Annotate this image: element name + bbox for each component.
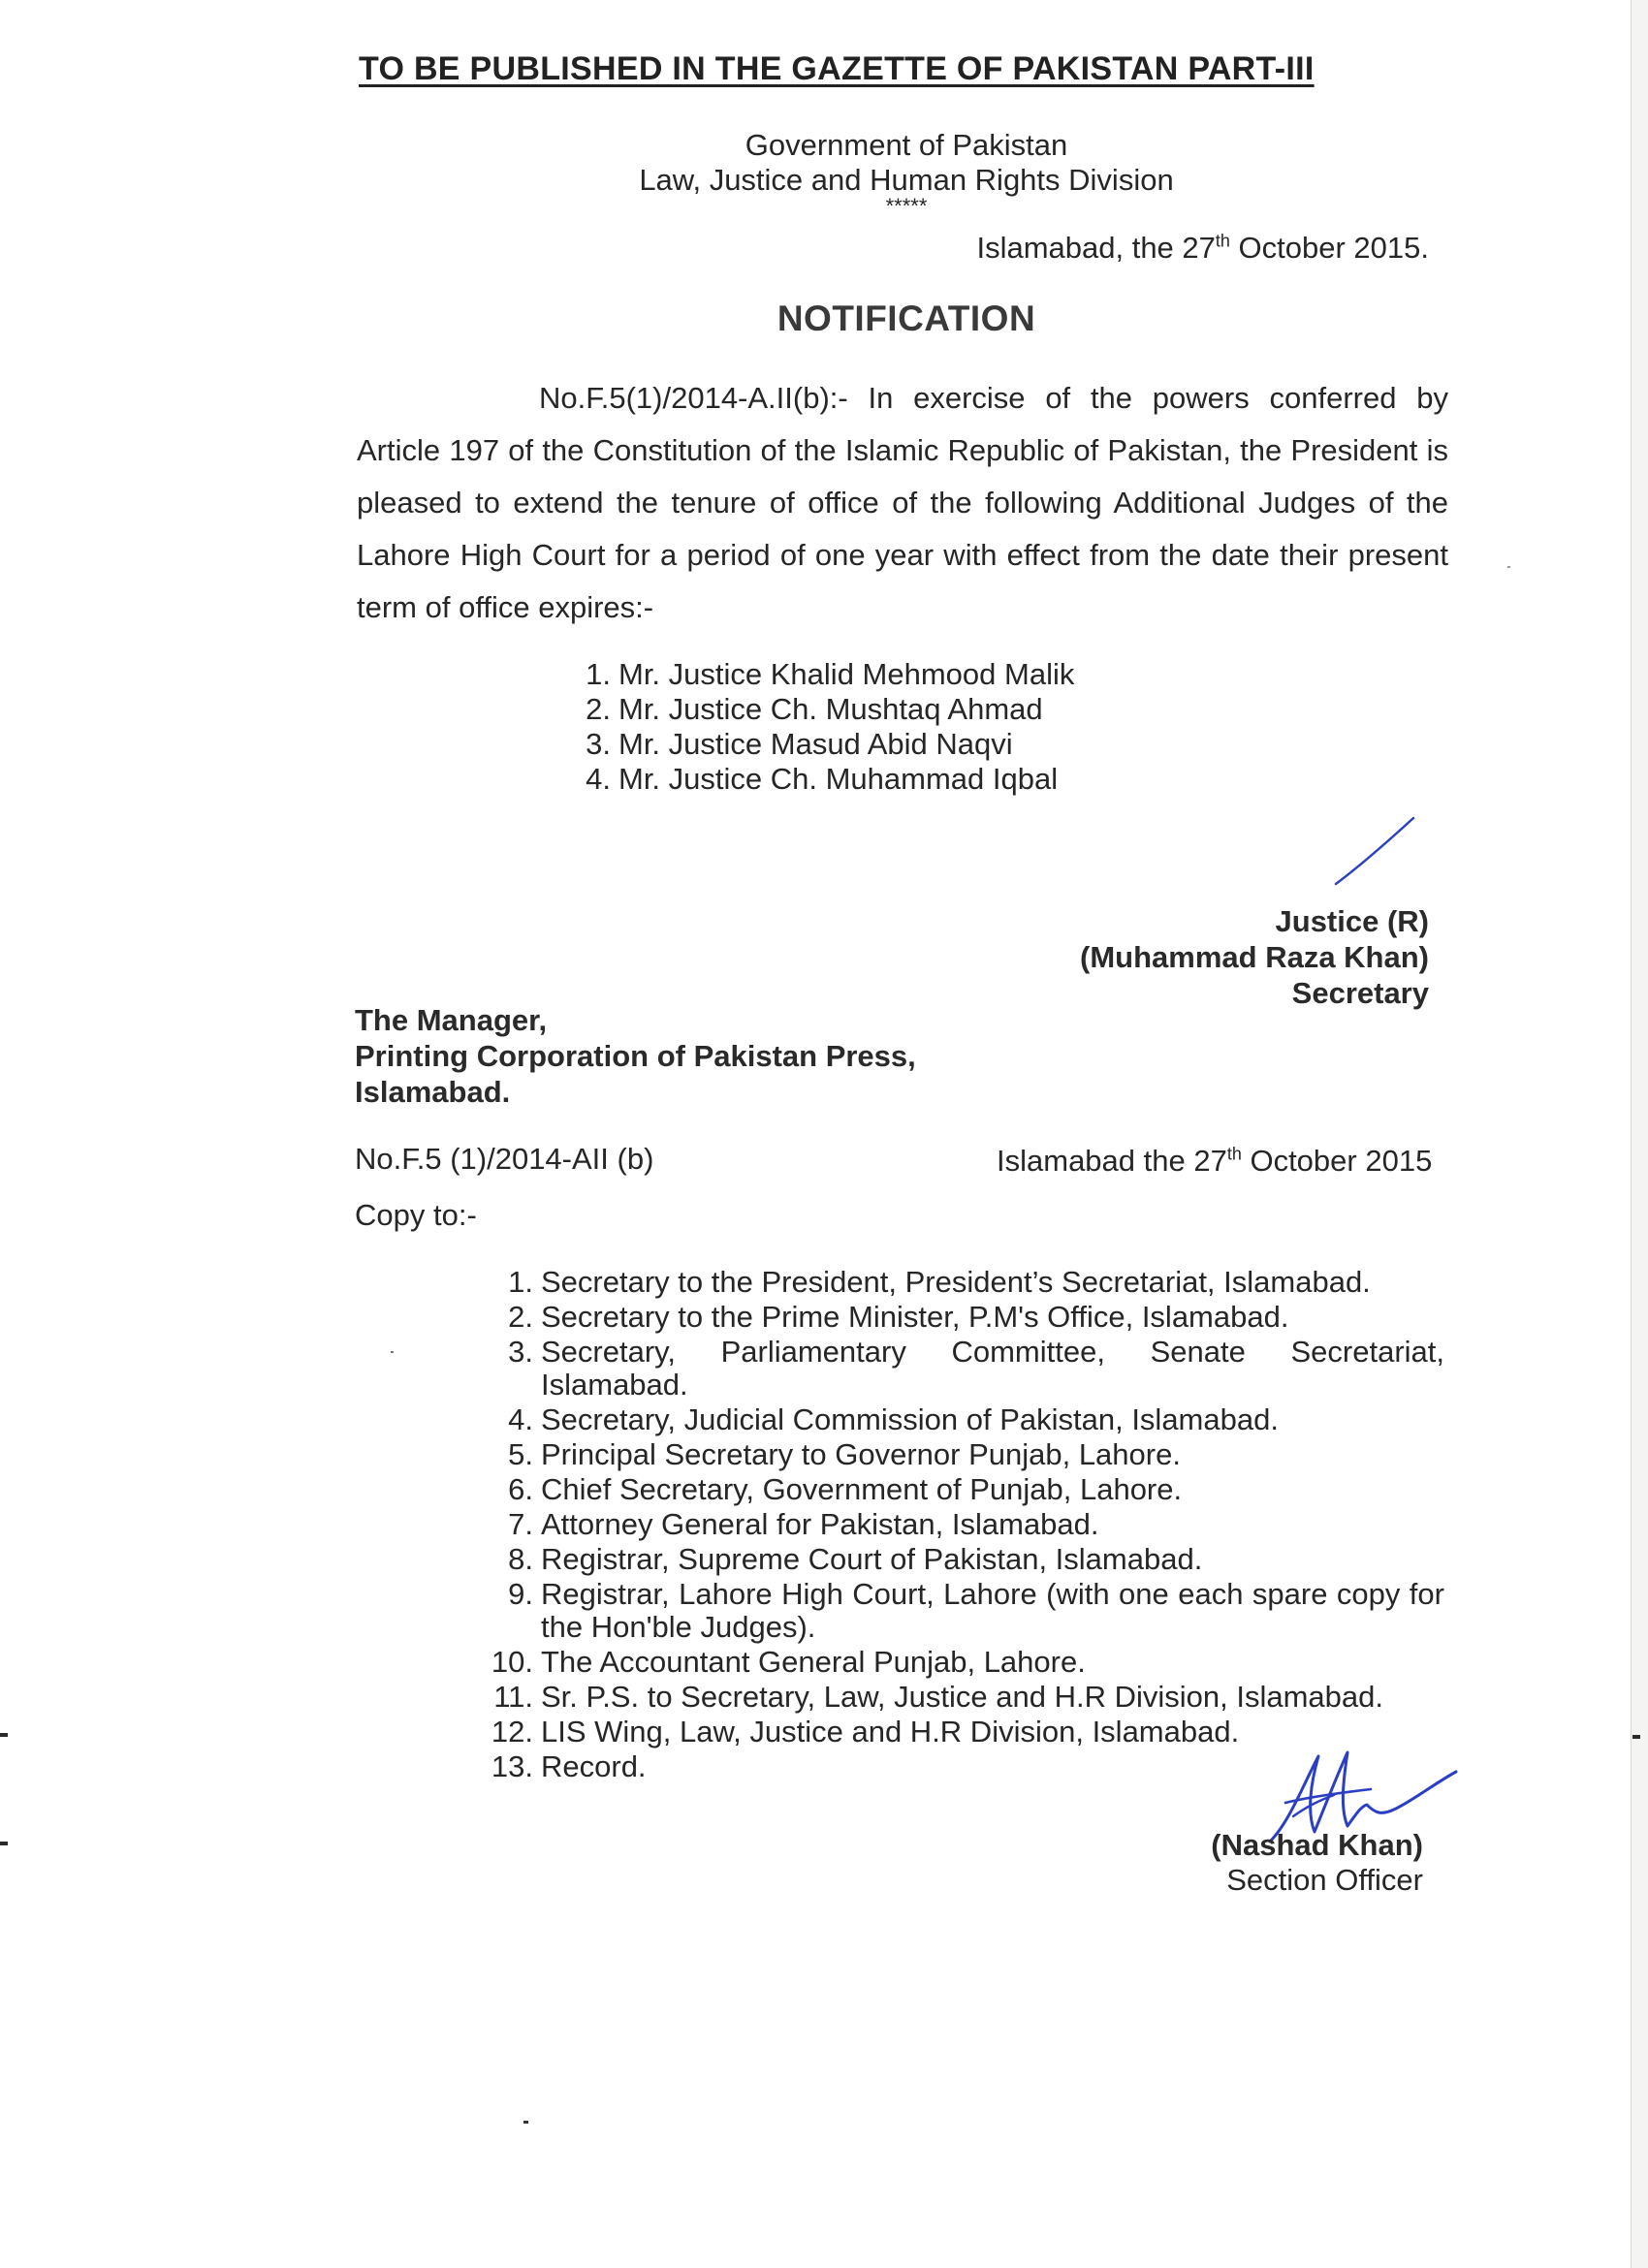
addressee-line: Printing Corporation of Pakistan Press, [355,1039,916,1073]
list-item: 10. The Accountant General Punjab, Lahore. [491,1645,1086,1679]
notification-body: No.F.5(1)/2014-A.II(b):- In exercise of the powers conferred by Article 197 of the Constitution of the Islamic Republic of Pakistan, the President is pleased to extend the tenure of office of the following Additional Judges of the Lahore High Court for a period of one year with effect from the date their present term of office expires:- [357,381,1448,624]
list-item: 1. Mr. Justice Khalid Mehmood Malik [586,657,1075,691]
division-line: Law, Justice and Human Rights Division [639,163,1174,197]
government-line: Government of Pakistan [745,128,1068,162]
signatory-name: (Muhammad Raza Khan) [1080,940,1429,974]
copy-distribution-list [483,1266,1444,1785]
stars-separator: ***** [885,194,928,218]
list-item: 3. Mr. Justice Masud Abid Naqvi [586,727,1013,761]
list-item: 12. LIS Wing, Law, Justice and H.R Division, Islamabad. [491,1715,1240,1748]
list-item: 2. Secretary to the Prime Minister, P.M's Office, Islamabad. [508,1300,1289,1334]
addressee-line: The Manager, [355,1003,548,1037]
list-item: 9. Registrar, Lahore High Court, Lahore (with one each spare copy for the Hon'ble Judges). [508,1577,1444,1644]
copy-reference-number: No.F.5 (1)/2014-AII (b) [355,1142,654,1176]
scan-edge-mark [0,1842,8,1845]
notification-title: NOTIFICATION [776,299,1036,338]
list-item: 3. Secretary, Parliamentary Committee, Senate Secretariat, Islamabad. [508,1335,1444,1402]
notification-date: Islamabad, the 27th October 2015. [976,231,1429,265]
section-officer-name: (Nashad Khan) [1211,1828,1423,1862]
scan-speck [523,2121,528,2124]
secretary-signature-icon [1328,812,1425,890]
list-item: 8. Registrar, Supreme Court of Pakistan, Islamabad. [508,1542,1203,1576]
scan-edge-mark [1632,1735,1640,1739]
scan-speck [1507,566,1510,568]
section-officer-title: Section Officer [1226,1863,1423,1897]
addressee-block [355,1002,916,1110]
list-item: 4. Mr. Justice Ch. Muhammad Iqbal [586,762,1059,796]
scan-speck [391,1351,394,1353]
list-item: 1. Secretary to the President, President’s Secretariat, Islamabad. [508,1265,1371,1299]
list-item: 6. Chief Secretary, Government of Punjab, Lahore. [508,1472,1183,1506]
judges-list [572,657,1074,797]
copy-to-label: Copy to:- [355,1198,477,1232]
signatory-designation: Secretary [1291,976,1429,1010]
list-item: 4. Secretary, Judicial Commission of Pakistan, Islamabad. [508,1402,1279,1436]
addressee-line: Islamabad. [355,1075,511,1109]
list-item: 2. Mr. Justice Ch. Mushtaq Ahmad [586,692,1043,726]
list-item: 7. Attorney General for Pakistan, Islamabad. [508,1507,1099,1541]
secretary-signature-block [1080,903,1429,1011]
list-item: 11. Sr. P.S. to Secretary, Law, Justice and H.R Division, Islamabad. [493,1680,1383,1714]
signatory-title: Justice (R) [1275,904,1429,938]
copy-date: Islamabad the 27th October 2015 [997,1144,1433,1178]
list-item: 5. Principal Secretary to Governor Punjab, Lahore. [508,1437,1181,1471]
scan-edge-mark [0,1733,8,1737]
gazette-heading: TO BE PUBLISHED IN THE GAZETTE OF PAKISTAN PART-III [359,50,1315,87]
list-item: 13. Record. [491,1749,647,1783]
